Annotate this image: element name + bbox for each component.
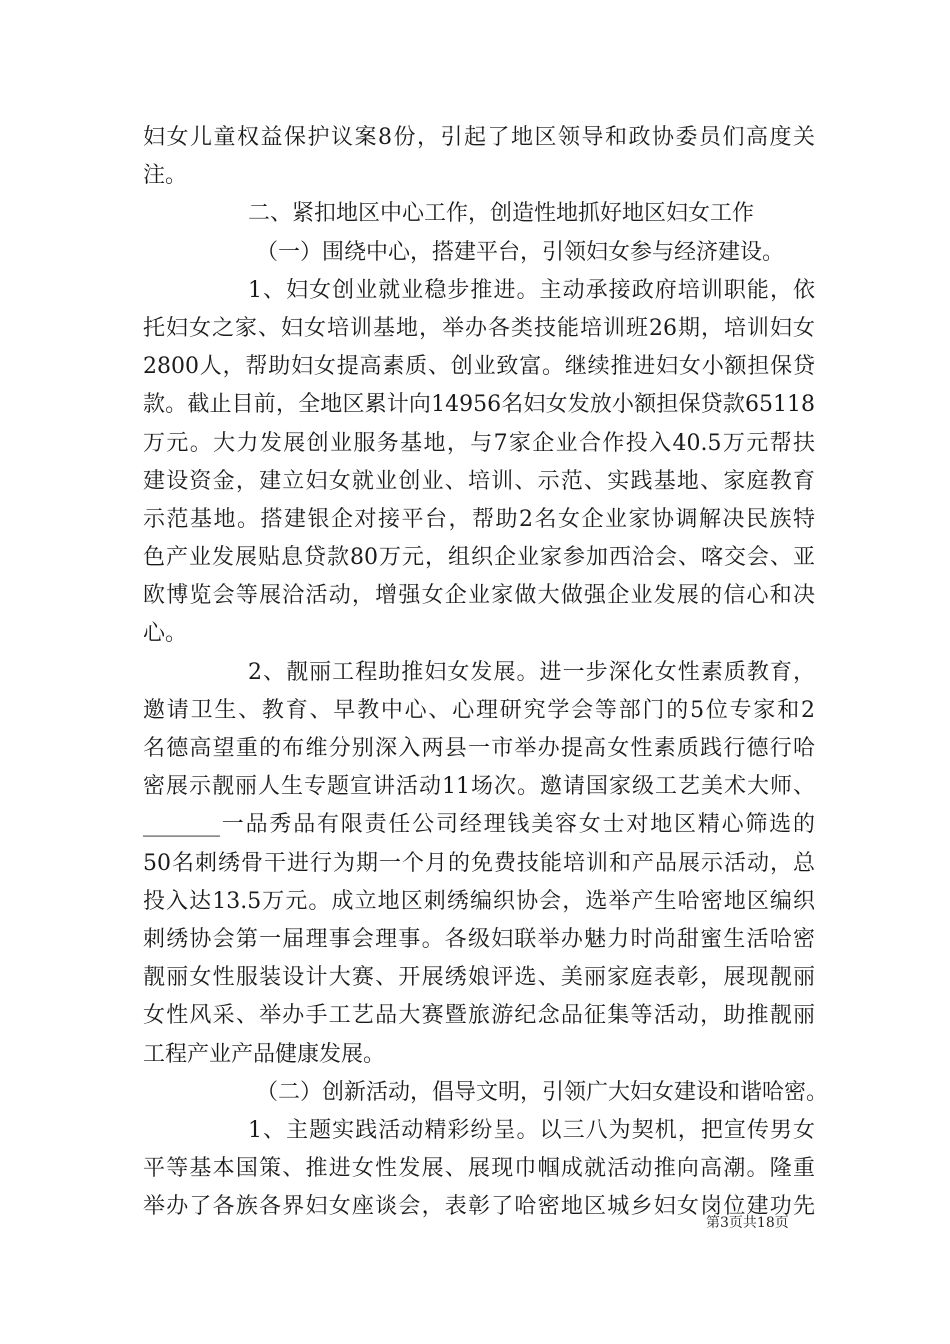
text-line: 刺绣协会第一届理事会理事。各级妇联举办魅力时尚甜蜜生活哈密 [143,926,815,952]
text-line: 靓丽女性服装设计大赛、开展绣娘评选、美丽家庭表彰，展现靓丽 [143,965,815,991]
page-number-footer: 第3页共18页 [706,1215,789,1231]
text-line: 名德高望重的布维分别深入两县一市举办提高女性素质践行德行哈 [143,736,815,761]
text-line: 2800人，帮助妇女提高素质、创业致富。继续推进妇女小额担保贷 [143,354,815,380]
text-line: 欧博览会等展洽活动，增强女企业家做大做强企业发展的信心和决 [143,583,815,609]
text-line: 妇女儿童权益保护议案8份，引起了地区领导和政协委员们高度关 [143,125,815,150]
text-line: 邀请卫生、教育、早教中心、心理研究学会等部门的5位专家和2 [143,697,815,723]
subsection-heading: （二）创新活动，倡导文明，引领广大妇女建设和谐哈密。 [256,1079,829,1105]
text-line: 注。 [143,163,188,189]
text-line: 建设资金，建立妇女就业创业、培训、示范、实践基地、家庭教育 [143,468,815,494]
text-line: 投入达13.5万元。成立地区刺绣编织协会，选举产生哈密地区编织 [143,888,815,914]
text-line: 色产业发展贴息贷款80万元，组织企业家参加西洽会、喀交会、亚 [143,545,815,571]
text-line: _______一品秀品有限责任公司经理钱美容女士对地区精心筛选的 [143,812,815,838]
text-line: 示范基地。搭建银企对接平台，帮助2名女企业家协调解决民族特 [143,506,815,532]
body-text [143,119,829,1226]
text-line: 密展示靓丽人生专题宣讲活动11场次。邀请国家级工艺美术大师、 [143,774,815,800]
text-line: 2、靓丽工程助推妇女发展。进一步深化女性素质教育， [248,659,815,685]
text-line: 举办了各族各界妇女座谈会，表彰了哈密地区城乡妇女岗位建功先 [143,1194,815,1220]
text-line: 款。截止目前，全地区累计向14956名妇女发放小额担保贷款65118 [143,392,815,418]
text-line: 平等基本国策、推进女性发展、展现巾帼成就活动推向高潮。隆重 [143,1156,815,1182]
text-line: 女性风采、举办手工艺品大赛暨旅游纪念品征集等活动，助推靓丽 [143,1003,815,1029]
text-line: 50名刺绣骨干进行为期一个月的免费技能培训和产品展示活动，总 [143,850,815,876]
subsection-heading: （一）围绕中心，搭建平台，引领妇女参与经济建设。 [256,239,785,265]
text-line: 万元。大力发展创业服务基地，与7家企业合作投入40.5万元帮扶 [143,430,815,456]
text-line: 托妇女之家、妇女培训基地，举办各类技能培训班26期，培训妇女 [143,315,815,341]
text-line: 工程产业产品健康发展。 [143,1041,386,1067]
text-line: 1、妇女创业就业稳步推进。主动承接政府培训职能，依 [248,277,815,303]
text-line: 1、主题实践活动精彩纷呈。以三八为契机，把宣传男女 [248,1117,815,1143]
section-heading: 二、紧扣地区中心工作，创造性地抓好地区妇女工作 [248,201,755,227]
text-line: 心。 [143,621,188,647]
